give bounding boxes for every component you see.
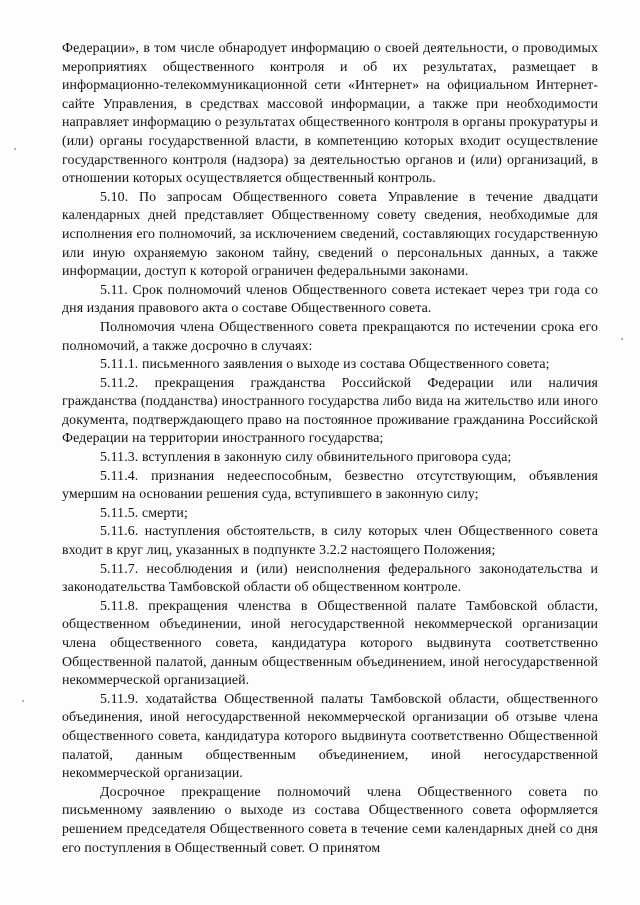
paragraph-5-10: 5.10. По запросам Общественного совета Управление в течение двадцати календарных дней представляет Общественному совету сведения, необходимые для исполнения его полномочий, за исключением сведений, составляющих государственную или иную охраняемую законом тайну, сведений о персональных данных, а также информации, доступ к которой ограничен федеральными законами.	[62, 189, 598, 280]
paragraph-termination-cases: Полномочия члена Общественного совета прекращаются по истечении срока его полномочий, а также досрочно в случаях:	[62, 319, 598, 354]
paragraph-continuation: Федерации», в том числе обнародует информацию о своей деятельности, о проводимых мероприятиях общественного контроля и об их результатах, размещает в информационно-телекоммуникационной сети «Интернет» на официальном Интернет-сайте Управления, в средствах массовой информации, а также при необходимости направляет информацию о результатах общественного контроля в органы прокуратуры и (или) органы государственной власти, в компетенцию которых входит осуществление государственного контроля (надзора) за деятельностью органов и (или) организаций, в отношении которых осуществляется общественный контроль.	[62, 41, 598, 187]
paragraph-early-termination: Досрочное прекращение полномочий члена Общественного совета по письменному заявлению о выходе из состава Общественного совета оформляется решением председателя Общественного совета в течение семи календарных дней со дня его поступления в Общественный совет. О принятом	[62, 784, 598, 856]
paragraph-5-11-1: 5.11.1. письменного заявления о выходе из состава Общественного совета;	[100, 357, 550, 373]
document-body	[62, 40, 598, 858]
paragraph-5-11-5: 5.11.5. смерти;	[100, 505, 188, 521]
scan-speck	[22, 700, 24, 702]
paragraph-5-11-2: 5.11.2. прекращения гражданства Российской Федерации или наличия гражданства (подданства) иностранного государства либо вида на жительство или иного документа, подтверждающего право на постоянное проживание гражданина Российской Федерации на территории иностранного государства;	[62, 375, 598, 447]
paragraph-5-11: 5.11. Срок полномочий членов Общественного совета истекает через три года со дня издания правового акта о составе Общественного совета.	[62, 282, 598, 317]
scan-speck	[14, 148, 16, 150]
paragraph-5-11-8: 5.11.8. прекращения членства в Общественной палате Тамбовской области, общественном объединении, иной негосударственной некоммерческой организации члена общественного совета, кандидатура которого выдвинута соответственно Общественной палатой, данным общественным объединением, иной негосударственной некоммерческой организацией.	[62, 598, 598, 689]
paragraph-5-11-7: 5.11.7. несоблюдения и (или) неисполнения федерального законодательства и законодательства Тамбовской области об общественном контроле.	[62, 561, 598, 596]
paragraph-5-11-9: 5.11.9. ходатайства Общественной палаты Тамбовской области, общественного объединения, иной негосударственной некоммерческой организации об отзыве члена общественного совета, кандидатура которого выдвинута соответственно Общественной палатой, данным общественным объединением, иной негосударственной некоммерческой организации.	[62, 691, 598, 782]
paragraph-5-11-6: 5.11.6. наступления обстоятельств, в силу которых член Общественного совета входит в круг лиц, указанных в подпункте 3.2.2 настоящего Положения;	[62, 524, 598, 559]
paragraph-5-11-4: 5.11.4. признания недееспособным, безвестно отсутствующим, объявления умершим на основании решения суда, вступившего в законную силу;	[62, 468, 598, 503]
paragraph-5-11-3: 5.11.3. вступления в законную силу обвинительного приговора суда;	[100, 450, 512, 466]
scan-speck	[621, 338, 623, 340]
